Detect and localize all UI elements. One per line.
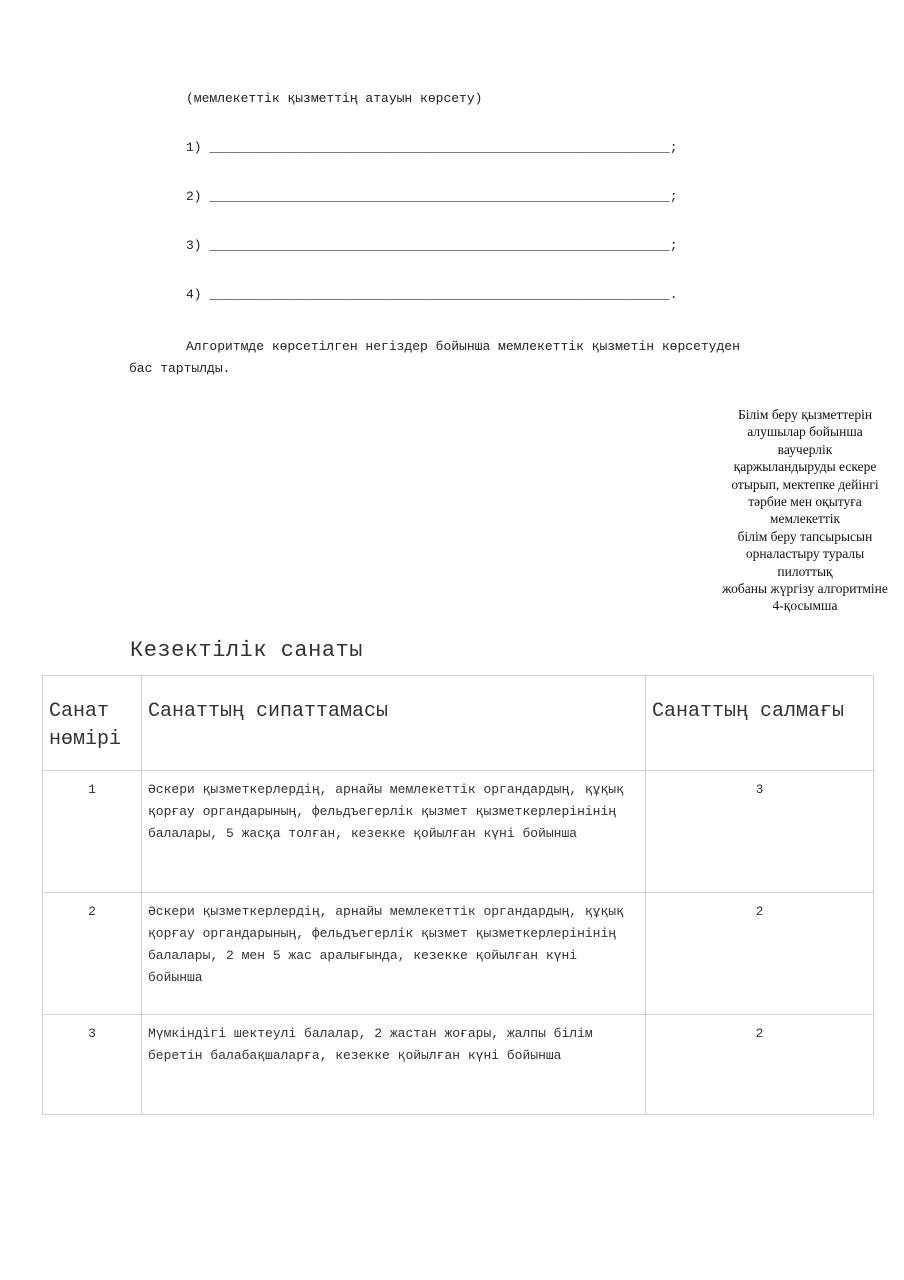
category-weight: 2 [646, 893, 874, 1015]
category-number: 2 [43, 893, 142, 1015]
blank-line-2: 2) ___________________________________________________________; [186, 189, 678, 204]
priority-categories-table [42, 675, 874, 1115]
blank-line-4: 4) ___________________________________________________________. [186, 287, 678, 302]
header-category-weight: Санаттың салмағы [646, 676, 874, 771]
header-category-number: Санат нөмірі [43, 676, 142, 771]
service-name-note: (мемлекеттік қызметтің атауын көрсету) [186, 91, 483, 106]
table-row [43, 771, 874, 893]
section-title: Кезектілік санаты [130, 638, 363, 663]
table-row [43, 893, 874, 1015]
appendix-note: Білім беру қызметтерін алушылар бойынша ваучерлік қаржыландыруды ескере отырып, мектепке дейінгі тәрбие мен оқытуға мемлекеттік білім беру тапсырысын орналастыру туралы пилоттық жобаны жүргізу алгоритміне 4-қосымша [722, 407, 888, 614]
blank-line-1: 1) ___________________________________________________________; [186, 140, 678, 155]
category-description: Әскери қызметкерлердің, арнайы мемлекеттік органдардың, құқық қорғау органдарының, фельдъегерлік қызмет қызметкерлерінінің балалары, 5 жасқа толған, кезекке қойылған күні бойынша [142, 771, 646, 893]
header-category-description: Санаттың сипаттамасы [142, 676, 646, 771]
table-header-row [43, 676, 874, 771]
category-number: 1 [43, 771, 142, 893]
table-row [43, 1015, 874, 1115]
category-description: Мүмкіндігі шектеулі балалар, 2 жастан жоғары, жалпы білім беретін балабақшаларға, кезекке қойылған күні бойынша [142, 1015, 646, 1115]
refusal-statement: Алгоритмде көрсетілген негіздер бойынша мемлекеттік қызметін көрсетуден бас тартылды. [129, 339, 740, 376]
blank-line-3: 3) ___________________________________________________________; [186, 238, 678, 253]
category-number: 3 [43, 1015, 142, 1115]
category-weight: 2 [646, 1015, 874, 1115]
category-description: Әскери қызметкерлердің, арнайы мемлекеттік органдардың, құқық қорғау органдарының, фельдъегерлік қызмет қызметкерлерінінің балалары, 2 мен 5 жас аралығында, кезекке қойылған күні бойынша [142, 893, 646, 1015]
category-weight: 3 [646, 771, 874, 893]
